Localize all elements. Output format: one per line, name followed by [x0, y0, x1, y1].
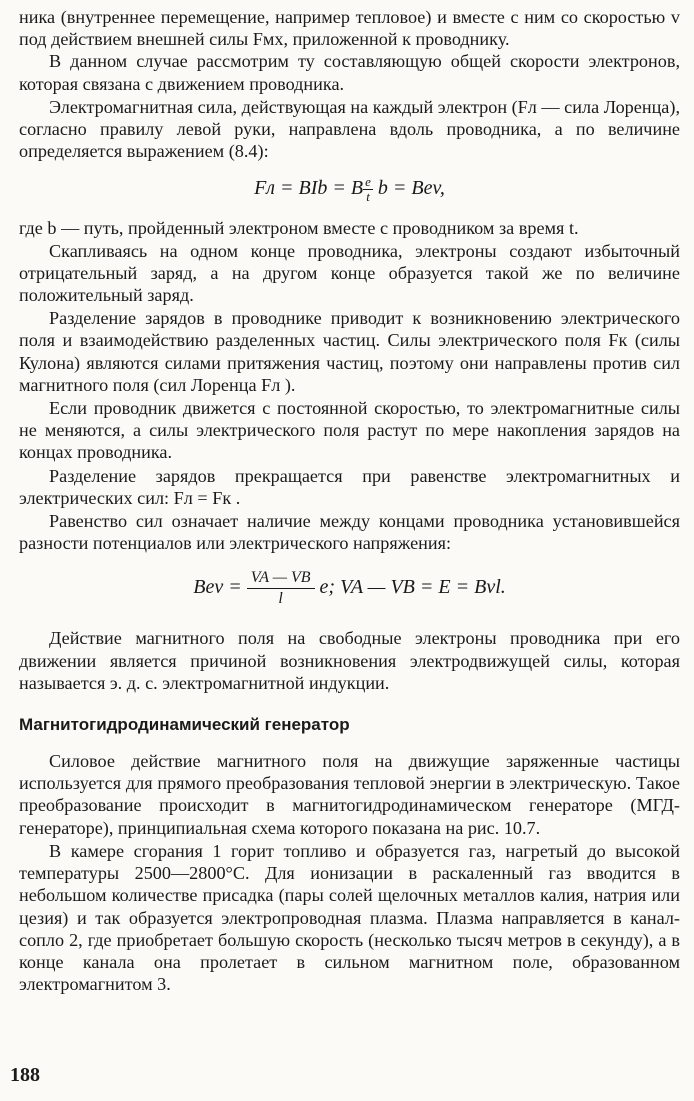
formula-lorentz-force: [19, 175, 680, 204]
fraction-denominator: l: [278, 590, 283, 608]
page-number: 188: [10, 1064, 40, 1086]
formula-potential-difference: [19, 568, 680, 609]
paragraph: Действие магнитного поля на свободные электроны проводника при его движении является причиной возникновения электродвижущей силы, которая называется э. д. с. электромагнитной индукции.: [19, 628, 680, 693]
fraction-denominator: t: [366, 189, 370, 205]
paragraph: где b — путь, пройденный электроном вместе с проводником за время t.: [19, 218, 579, 239]
formula-right: e; VA — VB = E = Bvl.: [319, 576, 506, 599]
fraction-numerator: e: [365, 174, 371, 190]
paragraph: В камере сгорания 1 горит топливо и образуется газ, нагретый до высокой температуры 2500—2800°С. Для ионизации в раскаленный газ вводится в небольшом количестве присадка (пары солей щелочных металлов калия, натрия или цезия) и так образуется электропроводная плазма. Плазма направляется в канал-сопло 2, где приобретает большую скорость (несколько тысяч метров в секунду), а в конце канала она пролетает в сильном магнитном поле, образованном электромагнитом 3.: [19, 840, 680, 995]
paragraph: Скапливаясь на одном конце проводника, электроны создают избыточный отрицательный заряд, а на другом конце образуется такой же по величине положительный заряд.: [19, 240, 680, 306]
paragraph: Разделение зарядов в проводнике приводит к возникновению электрического поля и взаимодействию разделенных частиц. Силы электрического поля Fк (силы Кулона) являются силами притяжения частиц, поэтому они направлены против сил магнитного поля (сил Лоренца Fл ).: [19, 308, 680, 395]
paragraph: Разделение зарядов прекращается при равенстве электромагнитных и электрических сил: Fл = Fк .: [19, 465, 680, 508]
paragraph: Силовое действие магнитного поля на движущие заряженные частицы используется для прямого преобразования тепловой энергии в электрическую. Такое преобразование происходит в магнитогидродинамическом генераторе (МГД-генераторе), принципиальная схема которого показана на рис. 10.7.: [19, 751, 680, 838]
formula-fraction: [363, 175, 373, 204]
paragraph: Электромагнитная сила, действующая на каждый электрон (Fл — сила Лоренца), согласно правилу левой руки, направлена вдоль проводника, а по величине определяется выражением (8.4):: [19, 96, 680, 162]
formula-left: Fл = BIb = B: [254, 177, 364, 200]
section-heading: Магнитогидродинамический генератор: [19, 715, 350, 735]
paragraph: Равенство сил означает наличие между концами проводника установившейся разности потенциалов или электрического напряжения:: [19, 511, 680, 554]
formula-right: b = Bev,: [377, 177, 445, 200]
paragraph: ника (внутреннее перемещение, например тепловое) и вместе с ним со скоростью v под действием внешней силы Fмх, приложенной к проводнику.: [19, 7, 680, 50]
formula-left: Bev =: [193, 576, 242, 599]
paragraph: В данном случае рассмотрим ту составляющую общей скорости электронов, которая связана с движением проводника.: [19, 51, 680, 94]
paragraph: Если проводник движется с постоянной скоростью, то электромагнитные силы не меняются, а силы электрического поля растут по мере накопления зарядов на концах проводника.: [19, 398, 680, 463]
formula-fraction: [247, 568, 315, 609]
fraction-numerator: VA — VB: [247, 568, 315, 589]
